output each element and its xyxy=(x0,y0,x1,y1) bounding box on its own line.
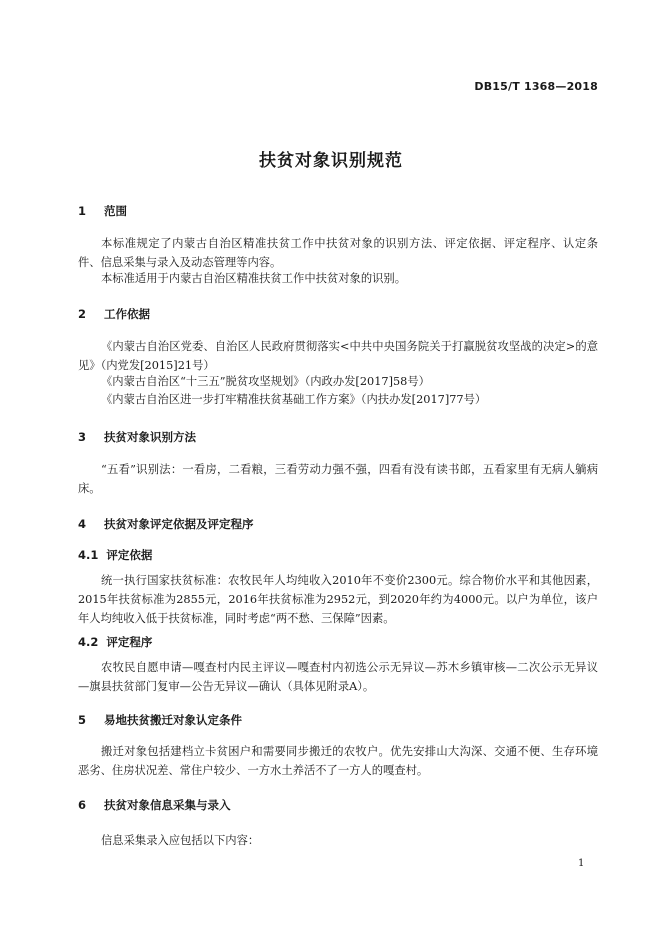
paragraph: 《内蒙古自治区党委、自治区人民政府贯彻落实<中共中央国务院关于打赢脱贫攻坚战的决定>的意见》（内党发[2015]21号） xyxy=(78,340,598,372)
section-heading-3 xyxy=(78,429,196,445)
section-number: 1 xyxy=(78,204,87,218)
paragraph: 《内蒙古自治区“十三五”脱贫攻坚规划》（内政办发[2017]58号） xyxy=(101,375,430,388)
section-title: 扶贫对象评定依据及评定程序 xyxy=(104,517,254,531)
section-heading-4 xyxy=(78,516,254,532)
paragraph: 农牧民自愿申请—嘎查村内民主评议—嘎查村内初选公示无异议—苏木乡镇审核—二次公示无异议—旗县扶贫部门复审—公告无异议—确认（具体见附录A）。 xyxy=(78,661,598,693)
section-title: 易地扶贫搬迁对象认定条件 xyxy=(104,713,242,727)
document-title: 扶贫对象识别规范 xyxy=(259,151,403,171)
section-number: 6 xyxy=(78,798,87,812)
section-title: 工作依据 xyxy=(104,307,150,321)
paragraph: 本标准适用于内蒙古自治区精准扶贫工作中扶贫对象的识别。 xyxy=(101,272,407,285)
section-title: 评定依据 xyxy=(106,548,153,562)
section-number: 4.2 xyxy=(78,635,99,649)
paragraph: 统一执行国家扶贫标准：农牧民年人均纯收入2010年不变价2300元。综合物价水平和其他因素，2015年扶贫标准为2855元，2016年扶贫标准为2952元，到2020年约为4000元。以户为单位，该户年人均纯收入低于扶贫标准，同时考虑“两不愁、三保障”因素。 xyxy=(78,574,598,625)
page-number: 1 xyxy=(578,858,585,869)
section-number: 5 xyxy=(78,713,87,727)
section-title: 评定程序 xyxy=(106,635,153,649)
section-number: 4.1 xyxy=(78,548,99,562)
section-heading-4-2 xyxy=(78,634,152,650)
paragraph: 《内蒙古自治区进一步打牢精准扶贫基础工作方案》（内扶办发[2017]77号） xyxy=(101,393,487,406)
section-number: 2 xyxy=(78,307,87,321)
paragraph: 搬迁对象包括建档立卡贫困户和需要同步搬迁的农牧户。优先安排山大沟深、交通不便、生存环境恶劣、住房状况差、常住户较少、一方水土养活不了一方人的嘎查村。 xyxy=(78,745,598,777)
section-number: 3 xyxy=(78,430,87,444)
paragraph: “五看”识别法：一看房，二看粮，三看劳动力强不强，四看有没有读书郎，五看家里有无病人躺病床。 xyxy=(78,463,598,495)
standard-code: DB15/T 1368—2018 xyxy=(474,80,598,93)
section-heading-2 xyxy=(78,306,150,322)
section-number: 4 xyxy=(78,517,87,531)
section-heading-6 xyxy=(78,797,231,813)
paragraph: 信息采集录入应包括以下内容： xyxy=(101,834,260,847)
section-title: 范围 xyxy=(104,204,127,218)
paragraph: 本标准规定了内蒙古自治区精准扶贫工作中扶贫对象的识别方法、评定依据、评定程序、认定条件、信息采集与录入及动态管理等内容。 xyxy=(78,237,598,269)
section-title: 扶贫对象信息采集与录入 xyxy=(104,798,231,812)
section-heading-5 xyxy=(78,712,242,728)
section-title: 扶贫对象识别方法 xyxy=(104,430,196,444)
section-heading-1 xyxy=(78,203,127,219)
section-heading-4-1 xyxy=(78,547,152,563)
